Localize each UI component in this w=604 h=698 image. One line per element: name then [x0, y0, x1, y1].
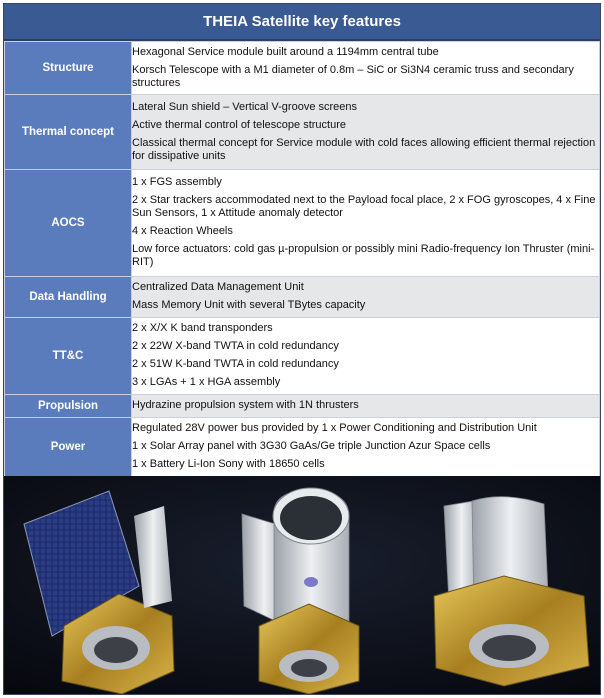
row-label-power: Power — [5, 418, 132, 477]
table-row — [5, 418, 600, 477]
row-content — [132, 95, 600, 170]
row-content — [132, 418, 600, 477]
table-row — [5, 395, 600, 418]
satellite-view-center-icon — [242, 488, 359, 694]
row-label-data-handling: Data Handling — [5, 277, 132, 318]
table-row — [5, 277, 600, 318]
feature-line: 2 x X/X K band transponders — [132, 322, 273, 334]
table-row — [5, 170, 600, 277]
table-row — [5, 95, 600, 170]
row-label-aocs: AOCS — [5, 170, 132, 277]
row-content — [132, 42, 600, 95]
feature-line: 2 x 22W X-band TWTA in cold redundancy — [132, 340, 339, 352]
feature-line: Regulated 28V power bus provided by 1 x Power Conditioning and Distribution Unit — [132, 422, 537, 434]
row-content — [132, 318, 600, 395]
row-content — [132, 395, 600, 418]
feature-line: Low force actuators: cold gas µ-propulsion or possibly mini Radio-frequency Ion Thruster (mini-RIT) — [132, 243, 595, 268]
feature-line: 1 x Battery Li-Ion Sony with 18650 cells — [132, 458, 325, 470]
features-panel — [3, 3, 601, 695]
row-content — [132, 170, 600, 277]
satellite-renderings — [4, 476, 600, 694]
feature-line: 1 x Solar Array panel with 3G30 GaAs/Ge triple Junction Azur Space cells — [132, 440, 491, 452]
feature-line: Classical thermal concept for Service module with cold faces allowing efficient thermal rejection for dissipative units — [132, 136, 596, 162]
feature-line: 2 x 51W K-band TWTA in cold redundancy — [132, 358, 339, 370]
row-label-structure: Structure — [5, 42, 132, 95]
feature-line: Hydrazine propulsion system with 1N thrusters — [132, 399, 359, 411]
feature-line: Lateral Sun shield – Vertical V-groove screens — [132, 100, 358, 113]
feature-line: 1 x FGS assembly — [132, 176, 222, 188]
panel-title: THEIA Satellite key features — [4, 4, 600, 41]
table-row — [5, 318, 600, 395]
feature-line: Centralized Data Management Unit — [132, 281, 304, 293]
row-label-thermal: Thermal concept — [5, 95, 132, 170]
feature-line: Mass Memory Unit with several TBytes capacity — [132, 299, 366, 311]
feature-line: Hexagonal Service module built around a 1194mm central tube — [132, 45, 439, 58]
feature-line: 2 x Star trackers accommodated next to the Payload focal place, 2 x FOG gyroscopes, 4 x Fine Sun Sensors, 1 x Attitude anomaly detector — [132, 194, 596, 219]
features-table — [4, 41, 600, 477]
feature-line: 4 x Reaction Wheels — [132, 225, 233, 237]
feature-line: Active thermal control of telescope structure — [132, 118, 346, 131]
row-content — [132, 277, 600, 318]
table-row — [5, 42, 600, 95]
satellite-renderings-svg — [4, 476, 600, 694]
row-label-propulsion: Propulsion — [5, 395, 132, 418]
feature-line: Korsch Telescope with a M1 diameter of 0.8m – SiC or Si3N4 ceramic truss and secondary structures — [132, 63, 574, 89]
row-label-ttc: TT&C — [5, 318, 132, 395]
feature-line: 3 x LGAs + 1 x HGA assembly — [132, 376, 281, 388]
